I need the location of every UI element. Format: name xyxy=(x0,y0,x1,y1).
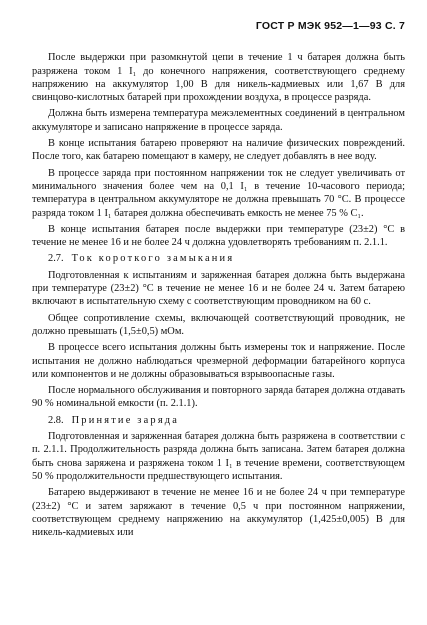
section-title: Принятие заряда xyxy=(71,414,180,426)
paragraph: В конце испытания батарея после выдержки при температуре (23±2) °С в течение не менее 16 и не более 24 ч должна удовлетворять требованиям п. 2.1.1. xyxy=(32,223,405,249)
section-heading xyxy=(32,414,405,427)
paragraph: После нормального обслуживания и повторного заряда батарея должна отдавать 90 % номинальной емкости (п. 2.1.1). xyxy=(32,385,405,410)
section-heading xyxy=(32,252,405,265)
paragraph: В процессе всего испытания должны быть измерены ток и напряжение. После испытания не должно наблюдаться чрезмерной деформации батарейного корпуса или компонентов и не должны образовываться взрывоопасные газы. xyxy=(32,342,405,380)
section-number: 2.8. xyxy=(48,414,64,426)
paragraph: Должна быть измерена температура межэлементных соединений в центральном аккумуляторе и записано напряжение в процессе заряда. xyxy=(32,108,405,133)
paragraph: Подготовленная и заряженная батарея должна быть разряжена в соответствии с п. 2.1.1. Продолжительность разряда должна быть записана. Затем батарея должна быть снова заряжена и разряжена током 1 I₁ в течение времени, соответствующем 50 % продолжительности предшествующего испытания. xyxy=(32,431,405,482)
paragraph: Общее сопротивление схемы, включающей соответствующий проводник, не должно превышать (1,5±0,5) мОм. xyxy=(32,312,405,337)
page-header: ГОСТ Р МЭК 952—1—93 С. 7 xyxy=(255,20,405,32)
paragraph: В конце испытания батарею проверяют на наличие физических повреждений. После того, как батарею помещают в камеру, не следует добавлять в нее воду. xyxy=(32,138,405,163)
paragraph: После выдержки при разомкнутой цепи в течение 1 ч батарея должна быть разряжена током 1 I₁ до конечного напряжения, соответствующего среднему напряжению на аккумулятор 1,00 В для никель-кадмиевых или 1,67 В для свинцово-кислотных батарей при прохождении воздуха, в процессе разряда. xyxy=(32,52,405,104)
section-title: Ток короткого замыкания xyxy=(71,253,235,265)
paragraph: Батарею выдерживают в течение не менее 16 и не более 24 ч при температуре (23±2) °С и затем заряжают в течение 0,5 ч при постоянном напряжении, соответствующем среднему напряжению на аккумулятор (1,425±0,005) В для никель-кадмиевых или xyxy=(32,487,405,539)
paragraph: В процессе заряда при постоянном напряжении ток не следует увеличивать от минимального значения более чем на 0,1 I₁ в течение 10-часового периода; температура в центральном аккумуляторе не должна превышать 70 °С. В процессе разряда током 1 I₁ батарея должна обеспечивать емкость не менее 75 % C₁. xyxy=(32,167,405,219)
section-number: 2.7. xyxy=(48,253,64,265)
paragraph: Подготовленная к испытаниям и заряженная батарея должна быть выдержана при температуре (23±2) °С в течение не менее 16 и не более 24 ч. Затем батарею включают в испытательную схему с соответствующим проводником на 60 с. xyxy=(32,269,405,308)
